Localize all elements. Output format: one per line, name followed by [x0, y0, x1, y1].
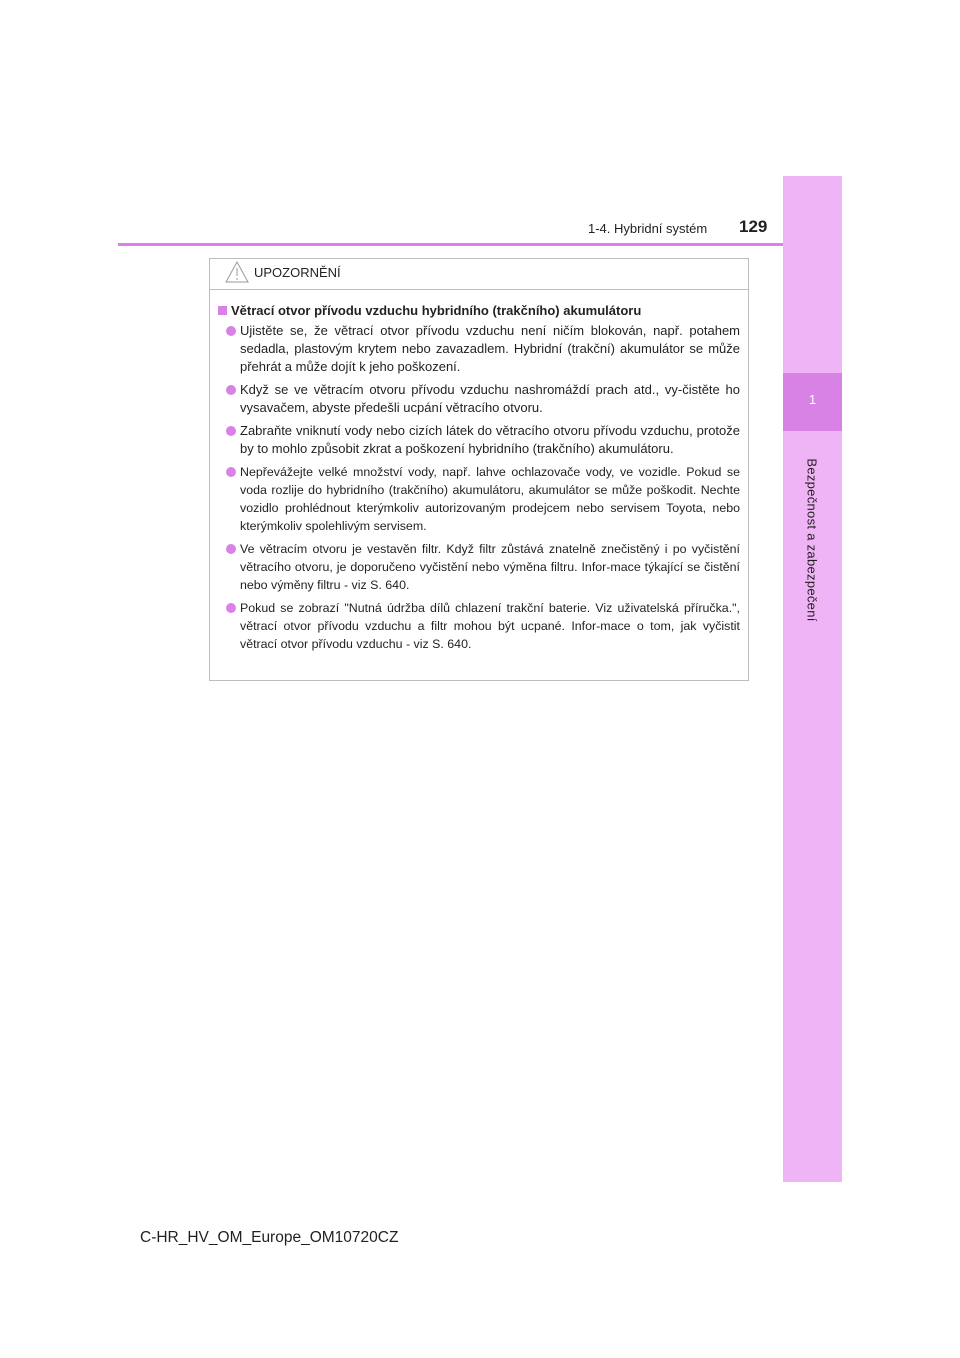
chapter-side-tab: [783, 176, 842, 1182]
caution-title: UPOZORNĚNÍ: [254, 265, 341, 280]
caution-bullet: [218, 381, 740, 417]
bullet-text: Ve větracím otvoru je vestavěn filtr. Když filtr zůstává znatelně znečistěný i po vyčistění větracího otvoru, je doporučeno vyčistění nebo výměna filtru. Infor-mace týkající se čistění nebo výměny filtru - viz S. 640.: [240, 542, 740, 592]
bullet-text: Ujistěte se, že větrací otvor přívodu vzduchu není ničím blokován, např. potahem sedadla, plastovým krytem nebo zavazadlem. Hybridní (trakční) akumulátor se může přehrát a může dojít k jeho poškození.: [240, 323, 740, 374]
bullet-dot-icon: [226, 385, 236, 395]
chapter-title-vertical: Bezpečnost a zabezpečení: [804, 458, 820, 622]
bullet-dot-icon: [226, 603, 236, 613]
bullet-dot-icon: [226, 326, 236, 336]
caution-header: [210, 259, 748, 290]
section-title: 1-4. Hybridní systém: [588, 221, 708, 236]
header-divider: [118, 243, 783, 246]
caution-bullet: [218, 463, 740, 535]
bullet-dot-icon: [226, 426, 236, 436]
warning-triangle-icon: [224, 260, 250, 284]
caution-box: [209, 258, 749, 681]
page-number: 129: [739, 217, 768, 236]
caution-subheading: [218, 302, 740, 319]
bullet-dot-icon: [226, 467, 236, 477]
caution-bullet: [218, 422, 740, 458]
chapter-number: 1: [808, 392, 817, 407]
bullet-text: Když se ve větracím otvoru přívodu vzduchu nashromáždí prach atd., vy-čistěte ho vysavačem, abyste předešli ucpání větracího otvoru.: [240, 382, 740, 415]
bullet-text: Nepřevážejte velké množství vody, např. lahve ochlazovače vody, ve vozidle. Pokud se voda rozlije do hybridního (trakčního) akumulátoru, akumulátor se může poškodit. Nechte vozidlo prohlédnout kterýmkoliv autorizovaným prodejcem nebo servisem Toyota, nebo kterýmkoliv spolehlivým servisem.: [240, 465, 740, 533]
caution-body: [210, 290, 748, 653]
caution-bullet: [218, 540, 740, 594]
caution-subheading-text: Větrací otvor přívodu vzduchu hybridního (trakčního) akumulátoru: [231, 303, 642, 318]
bullet-text: Zabraňte vniknutí vody nebo cizích látek do větracího otvoru přívodu vzduchu, protože by to mohlo způsobit zkrat a poškození hybridního (trakčního) akumulátoru.: [240, 423, 740, 456]
caution-bullet: [218, 322, 740, 376]
bullet-text: Pokud se zobrazí "Nutná údržba dílů chlazení trakční baterie. Viz uživatelská příručka.", větrací otvor přívodu vzduchu a filtr mohou být ucpané. Infor-mace o tom, jak vyčistit větrací otvor přívodu vzduchu - viz S. 640.: [240, 601, 740, 651]
square-bullet-icon: [218, 306, 227, 315]
document-code: C-HR_HV_OM_Europe_OM10720CZ: [140, 1229, 399, 1246]
bullet-dot-icon: [226, 544, 236, 554]
caution-bullet: [218, 599, 740, 653]
